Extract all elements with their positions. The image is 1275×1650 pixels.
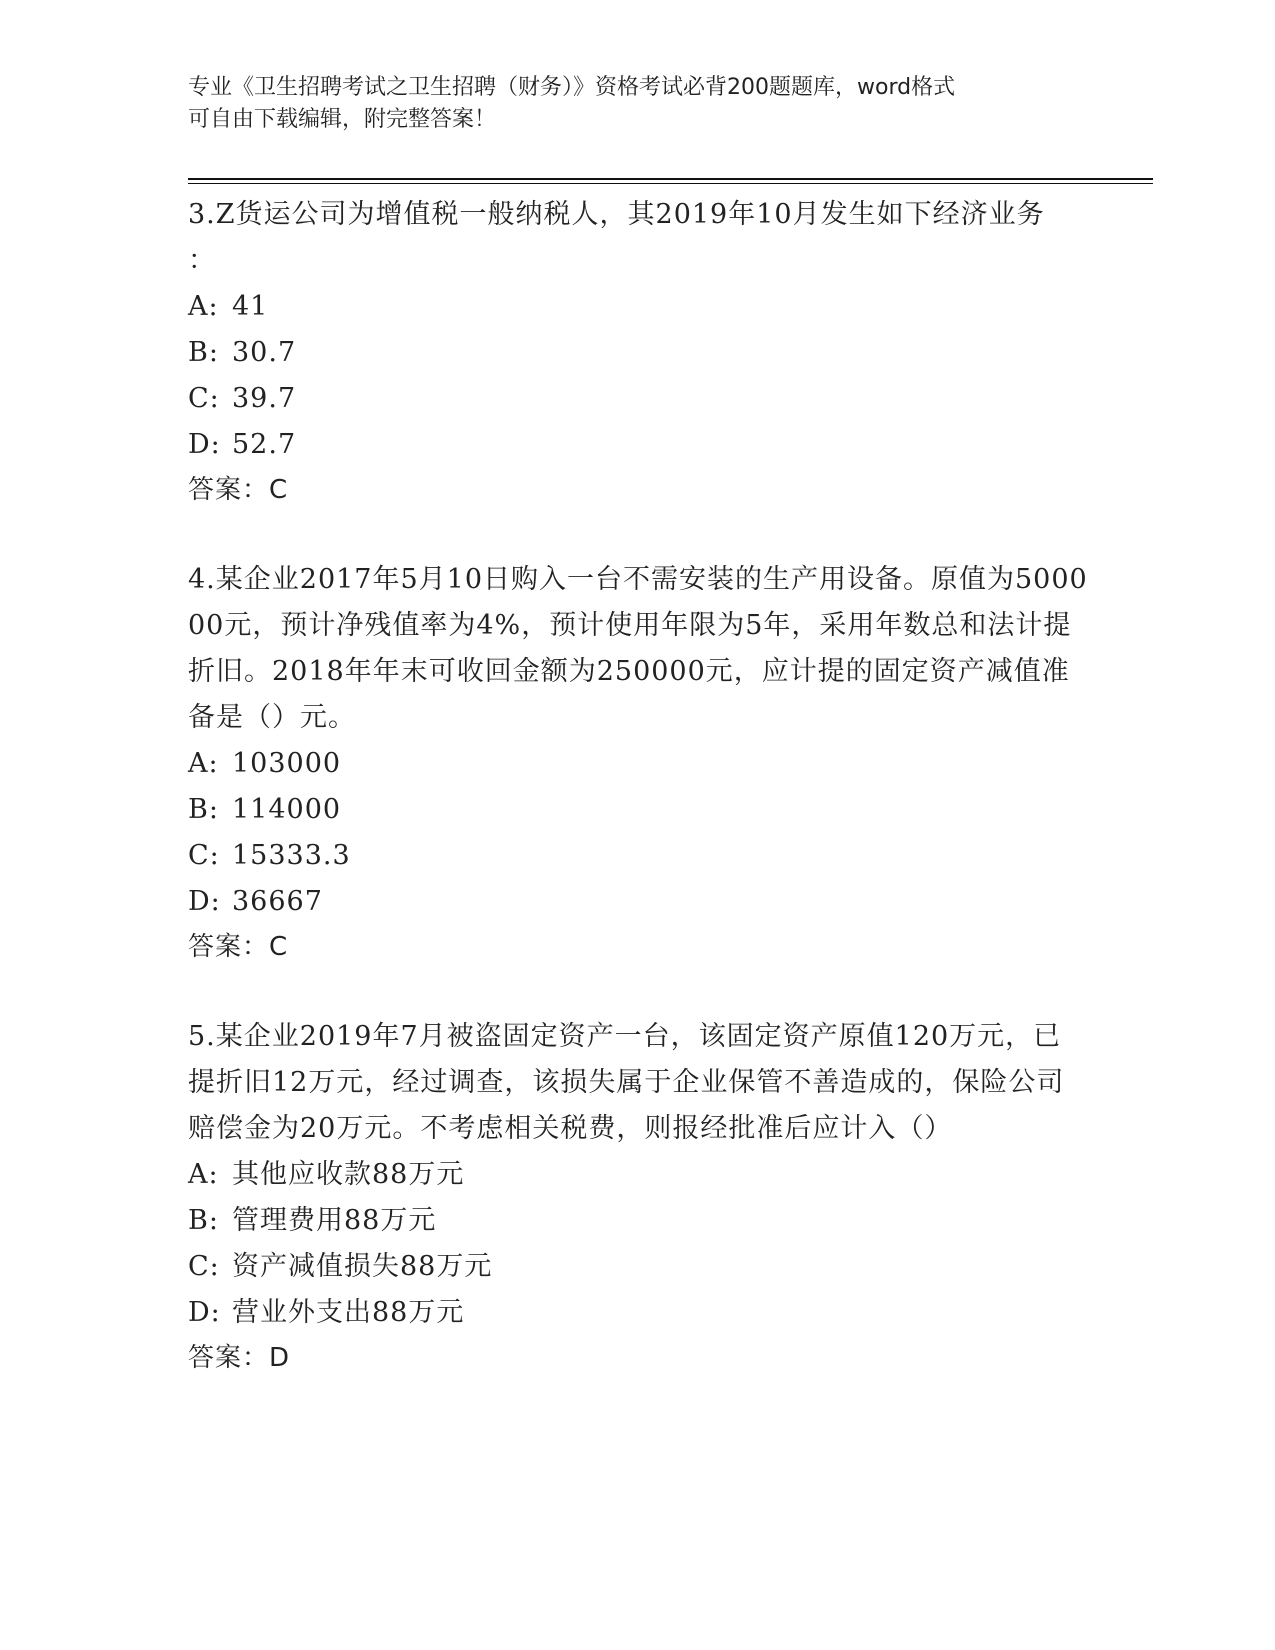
option-b — [188, 787, 1088, 833]
option-text: 管理费用88万元 — [232, 1205, 437, 1236]
option-text: 41 — [232, 291, 269, 322]
option-text: 营业外支出88万元 — [232, 1297, 465, 1328]
header-divider-thick — [188, 178, 1153, 180]
option-text: 39.7 — [232, 383, 297, 414]
option-letter: C: — [188, 1251, 220, 1282]
option-text: 114000 — [232, 794, 342, 825]
answer-label: 答案：D — [188, 1343, 291, 1373]
option-text: 资产减值损失88万元 — [232, 1251, 493, 1282]
option-letter: B: — [188, 794, 219, 825]
question-list — [188, 192, 1088, 1425]
option-text: 103000 — [232, 748, 342, 779]
header-title-line-1: 专业《卫生招聘考试之卫生招聘（财务）》资格考试必背200题题库，word格式 — [188, 75, 956, 100]
option-letter: D: — [188, 886, 221, 917]
option-a — [188, 284, 1088, 330]
question-stem-continuation: ： — [188, 245, 215, 276]
answer-label: 答案：C — [188, 932, 289, 962]
option-letter: A: — [188, 1159, 219, 1190]
question-stem: 5.某企业2019年7月被盗固定资产一台，该固定资产原值120万元，已提折旧12万元，经过调查，该损失属于企业保管不善造成的，保险公司赔偿金为20万元。不考虑相关税费，则报经批准后应计入（） — [188, 1021, 1065, 1144]
option-text: 36667 — [232, 886, 323, 917]
option-letter: C: — [188, 383, 220, 414]
header-divider-thin — [188, 183, 1153, 184]
answer-label: 答案：C — [188, 475, 289, 505]
option-d — [188, 879, 1088, 925]
option-c — [188, 833, 1088, 879]
question-stem: 3.Z货运公司为增值税一般纳税人，其2019年10月发生如下经济业务 — [188, 199, 1045, 230]
option-c — [188, 1244, 1088, 1290]
option-letter: B: — [188, 1205, 219, 1236]
option-d — [188, 422, 1088, 468]
option-letter: A: — [188, 748, 219, 779]
question-4 — [188, 557, 1088, 969]
option-b — [188, 1198, 1088, 1244]
option-text: 30.7 — [232, 337, 297, 368]
option-text: 52.7 — [232, 429, 297, 460]
option-b — [188, 330, 1088, 376]
option-c — [188, 376, 1088, 422]
option-letter: D: — [188, 429, 221, 460]
document-header — [188, 72, 1088, 136]
option-a — [188, 1152, 1088, 1198]
option-a — [188, 741, 1088, 787]
question-stem: 4.某企业2017年5月10日购入一台不需安装的生产用设备。原值为500000元，预计净残值率为4%，预计使用年限为5年，采用年数总和法计提折旧。2018年年末可收回金额为250000元，应计提的固定资产减值准备是（）元。 — [188, 564, 1088, 733]
header-title-line-2: 可自由下载编辑，附完整答案！ — [188, 107, 497, 132]
option-letter: C: — [188, 840, 220, 871]
option-letter: B: — [188, 337, 219, 368]
option-letter: D: — [188, 1297, 221, 1328]
question-3 — [188, 192, 1088, 512]
option-d — [188, 1290, 1088, 1336]
option-text: 其他应收款88万元 — [232, 1159, 465, 1190]
option-text: 15333.3 — [232, 840, 351, 871]
question-5 — [188, 1014, 1088, 1380]
option-letter: A: — [188, 291, 219, 322]
